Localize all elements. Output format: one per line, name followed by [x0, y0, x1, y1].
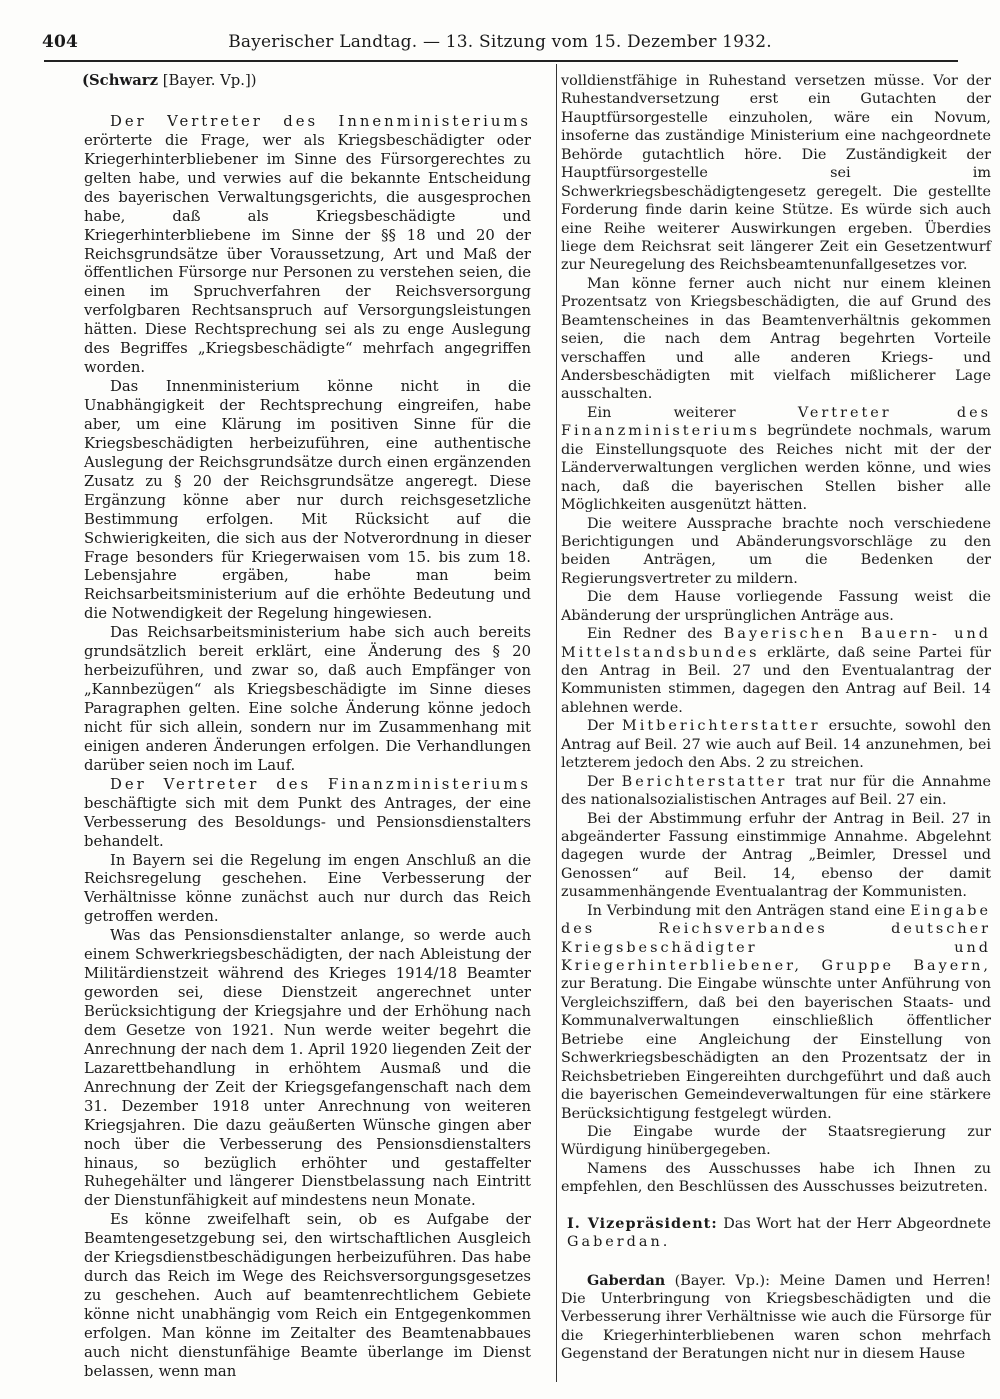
- paragraph: [561, 717, 991, 772]
- speaker-party: [Bayer. Vp.]): [157, 72, 257, 89]
- paragraph: [561, 404, 991, 515]
- paragraph: [84, 776, 531, 852]
- paragraph-text: Ein weiterer: [587, 404, 798, 421]
- paragraph-text: erörterte die Frage, wer als Kriegsbeschädigter oder Kriegerhinterbliebener im Sinne des Fürsorgerechtes zu gelten habe, und verwies auf die bekannte Entscheidung des bayerischen Verwaltungsgerichts, die ausgesprochen habe, daß als Kriegsbeschädigte und Kriegerhinterbliebene im Sinne der §§ 18 und 20 der Reichsgrundsätze über Voraussetzung, Art und Maß der öffentlichen Fürsorge nur Personen zu verstehen seien, die einen im Spruchverfahren der Reichsversorgung verfolgbaren Rechtsanspruch auf Versorgungsleistungen hätten. Diese Rechtsprechung sei als zu enge Auslegung des Begriffes „Kriegsbeschädigte“ mehrfach angegriffen worden.: [84, 131, 531, 377]
- header-rule: [44, 60, 958, 62]
- spaced-term: Gaberdan: [567, 1234, 663, 1251]
- vizepraesident-paragraph: [567, 1215, 991, 1252]
- speaker-name: Gaberdan: [587, 1271, 666, 1289]
- running-head: [42, 32, 958, 56]
- paragraph: [84, 113, 531, 378]
- paragraph: Bei der Abstimmung erfuhr der Antrag in Beil. 27 in abgeänderter Fassung einstimmige Annahme. Abgelehnt dagegen wurde der Antrag „Beimler, Dressel und Genossen“ auf Beil. 14, ebenso der damit zusammenhängende Eventualantrag der Kommunisten.: [561, 810, 991, 901]
- paragraph: [561, 902, 991, 1123]
- paragraph-text: trat nur für die Annahme des nationalsozialistischen Antrages auf Beil. 27 ein.: [561, 773, 991, 809]
- paragraph: Es könne zweifelhaft sein, ob es Aufgabe der Beamtengesetzgebung sei, den wirtschaftlichen Ausgleich der Kriegsdienstbeschädigungen herbeizuführen. Das habe durch das Reich im Wege des Reichsversorgungsgesetzes zu geschehen. Auch auf beamtenrechtlichem Gebiete könne nicht unabhängig vom Reich ein Entgegenkommen erfolgen. Man könne im Zeitalter des Beamtenabbaues auch nicht dienstunfähige Beamte überlange im Dienst belassen, wenn man: [84, 1211, 531, 1380]
- paragraph: [561, 773, 991, 810]
- paragraph: Was das Pensionsdienstalter anlange, so werde auch einem Schwerkriegsbeschädigten, der nach Ableistung der Militärdienstzeit während des Krieges 1914/18 Beamter geworden sei, diese Dienstzeit angerechnet unter Berücksichtigung der Kriegsjahre und der Erhöhung nach dem Gesetze von 1921. Nun werde weiter begehrt die Anrechnung der nach dem 1. April 1920 liegenden Zeit der Lazarettbehandlung in erhöhtem Ausmaß und die Anrechnung der Zeit der Kriegsgefangenschaft nach dem 31. Dezember 1918 unter Anrechnung von weiteren Kriegsjahren. Die dazu geäußerten Wünsche gingen aber noch über die Verbesserung des Pensionsdienstalters hinaus, so bezüglich erhöhter und gestaffelter Ruhegehälter und längerer Dienstbelassung nach Eintritt der Dienstunfähigkeit auf mindestens neun Monate.: [84, 927, 531, 1210]
- running-title: Bayerischer Landtag. — 13. Sitzung vom 15. Dezember 1932.: [228, 32, 772, 52]
- spaced-term: Bayerischen Bauern- und Mittelstandsbundes: [561, 626, 991, 661]
- left-column: [84, 72, 531, 1382]
- paragraph: Man könne ferner auch nicht nur einem kleinen Prozentsatz von Kriegsbeschädigten, die auf Grund des Beamtenscheines in das Beamtenverhältnis gekommen seien, die nach dem Antrag begehrten Vorteile verschaffen und alle anderen Kriegs- und Andersbeschädigten mit vielfach mißlicherer Lage ausschalten.: [561, 275, 991, 403]
- column-divider: [556, 64, 557, 1382]
- paragraph-text: Das Wort hat der Herr Abgeordnete: [717, 1215, 991, 1232]
- spacer: [561, 1197, 991, 1215]
- speaker-heading: [82, 72, 531, 91]
- paragraph: Die dem Hause vorliegende Fassung weist die Abänderung der ursprünglichen Anträge aus.: [561, 589, 991, 624]
- speaker-name: (Schwarz: [82, 72, 158, 89]
- paragraph-text: erklärte, daß seine Partei für den Antrag in Beil. 27 und den Eventualantrag der Kommunisten stimmen, dagegen den Antrag auf Beil. 14 ablehnen werde.: [561, 644, 991, 716]
- page-number: 404: [42, 32, 79, 52]
- paragraph: Das Innenministerium könne nicht in die Unabhängigkeit der Rechtsprechung eingreifen, habe aber, um eine Klärung im positiven Sinne für die Kriegsbeschädigten herbeizuführen, eine authentische Auslegung der Reichsgrundsätze durch einen ergänzenden Zusatz zu § 20 der Reichsgrundsätze angeregt. Diese Ergänzung könne aber nur durch reichsgesetzliche Bestimmung erfolgen. Mit Rücksicht auf die Schwierigkeiten, die sich aus der Notverordnung in dieser Frage besonders für Kriegerwaisen vom 15. bis zum 18. Lebensjahre ergäben, habe man beim Reichsarbeitsministerium auf die erhöhte Bedeutung und die Notwendigkeit der Regelung hingewiesen.: [84, 378, 531, 623]
- paragraph-text: Der: [587, 718, 623, 735]
- spaced-term: Mitberichterstatter: [622, 718, 821, 735]
- paragraph: Das Reichsarbeitsministerium habe sich auch bereits grundsätzlich bereit erklärt, eine Änderung des § 20 herbeizuführen, und zwar so, daß auch Empfänger von „Kannbezügen“ als Kriegsbeschädigte im Sinne dieses Paragraphen gelten. Eine solche Änderung könne jedoch nicht für sich allein, sondern nur im Zusammenhang mit einigen anderen Änderungen erfolgen. Die Verhandlungen darüber seien noch im Lauf.: [84, 624, 531, 774]
- spacer: [561, 1252, 991, 1272]
- paragraph: volldienstfähige in Ruhestand versetzen müsse. Vor der Ruhestandversetzung erst ein Gutachten der Hauptfürsorgestelle einzuholen, wäre ein Novum, insoferne das zuständige Ministerium eine nachgeordnete Behörde gutachtlich höre. Die Zuständigkeit der Hauptfürsorgestelle sei im Schwerkriegsbeschädigtengesetz geregelt. Die gestellte Forderung finde darin keine Stütze. Es würde sich auch eine Reihe weiterer Auswirkungen ergeben. Überdies liege dem Reichsrat seit längerer Zeit ein Gesetzentwurf zur Neuregelung des Reichsbeamtenunfallgesetzes vor.: [561, 73, 991, 274]
- gaberdan-paragraph: [561, 1272, 991, 1364]
- right-column: [561, 72, 991, 1364]
- paragraph-text: beschäftigte sich mit dem Punkt des Antrages, der eine Verbesserung des Besoldungs- und Pensionsdienstalters behandelt.: [84, 794, 531, 850]
- spaced-term: Berichterstatter: [621, 773, 788, 790]
- spaced-term: Vertreter des Finanzministeriums: [561, 404, 991, 440]
- paragraph-text: zur Beratung. Die Eingabe wünschte unter Anführung von Vergleichsziffern, daß bei den bayerischen Staats- und Kommunalverwaltungen einschließlich öffentlicher Betriebe eine Angleichung der Einstellung von Schwerkriegsbeschädigten an den Prozentsatz der in Reichsbetrieben Eingereihten durchgeführt und daß auch die bayerischen Gemeindeverwaltungen für eine stärkere Berücksichtigung festgelegt würden.: [561, 976, 991, 1122]
- paragraph: Die Eingabe wurde der Staatsregierung zur Würdigung hinübergegeben.: [561, 1123, 991, 1159]
- paragraph-text: ersuchte, sowohl den Antrag auf Beil. 27 wie auch auf Beil. 14 anzunehmen, bei letzterem jedoch den Abs. 2 zu streichen.: [561, 718, 991, 772]
- paragraph-text: In Verbindung mit den Anträgen stand eine: [587, 902, 911, 919]
- spaced-term: Der Vertreter des Finanzministeriums: [110, 775, 531, 793]
- spaced-term: Der Vertreter des Innenministeriums: [110, 112, 531, 130]
- vizepraesident-label: I. Vizepräsident:: [567, 1214, 718, 1232]
- paragraph: Die weitere Aussprache brachte noch verschiedene Berichtigungen und Abänderungsvorschläge zu den beiden Anträgen, um die Bedenken der Regierungsvertreter zu mildern.: [561, 515, 991, 587]
- paragraph-text: begründete nochmals, warum die Einstellungsquote des Reiches nicht mit der der Länderverwaltungen verglichen werden könne, und wies nach, daß die bayerischen Stellen bisher alle Möglichkeiten ausgenützt hätten.: [561, 423, 991, 514]
- paragraph: Namens des Ausschusses habe ich Ihnen zu empfehlen, den Beschlüssen des Ausschusses beizutreten.: [561, 1160, 991, 1196]
- paragraph-text: Der: [587, 773, 622, 790]
- paragraph-text: Ein Redner des: [587, 626, 724, 643]
- paragraph-text: Meine Damen und Herren! Die Unterbringung von Kriegsbeschädigten und die Verbesserung ihrer Verhältnisse wie auch die Fürsorge für die Kriegerhinterbliebenen waren schon mehrfach Gegenstand der Beratungen nicht nur in diesem Hause: [561, 1272, 992, 1363]
- paragraph: [561, 625, 991, 717]
- paragraph: In Bayern sei die Regelung im engen Anschluß an die Reichsregelung geschehen. Eine Verbesserung der Verhältnisse könne zunächst auch nur durch das Reich getroffen werden.: [84, 851, 531, 926]
- speaker-party: (Bayer. Vp.):: [665, 1272, 771, 1289]
- paragraph-text: .: [662, 1234, 668, 1251]
- spaced-term: Eingabe des Reichsverbandes deutscher Kriegsbeschädigter und Kriegerhinterbliebener, Gruppe Bayern,: [561, 902, 991, 974]
